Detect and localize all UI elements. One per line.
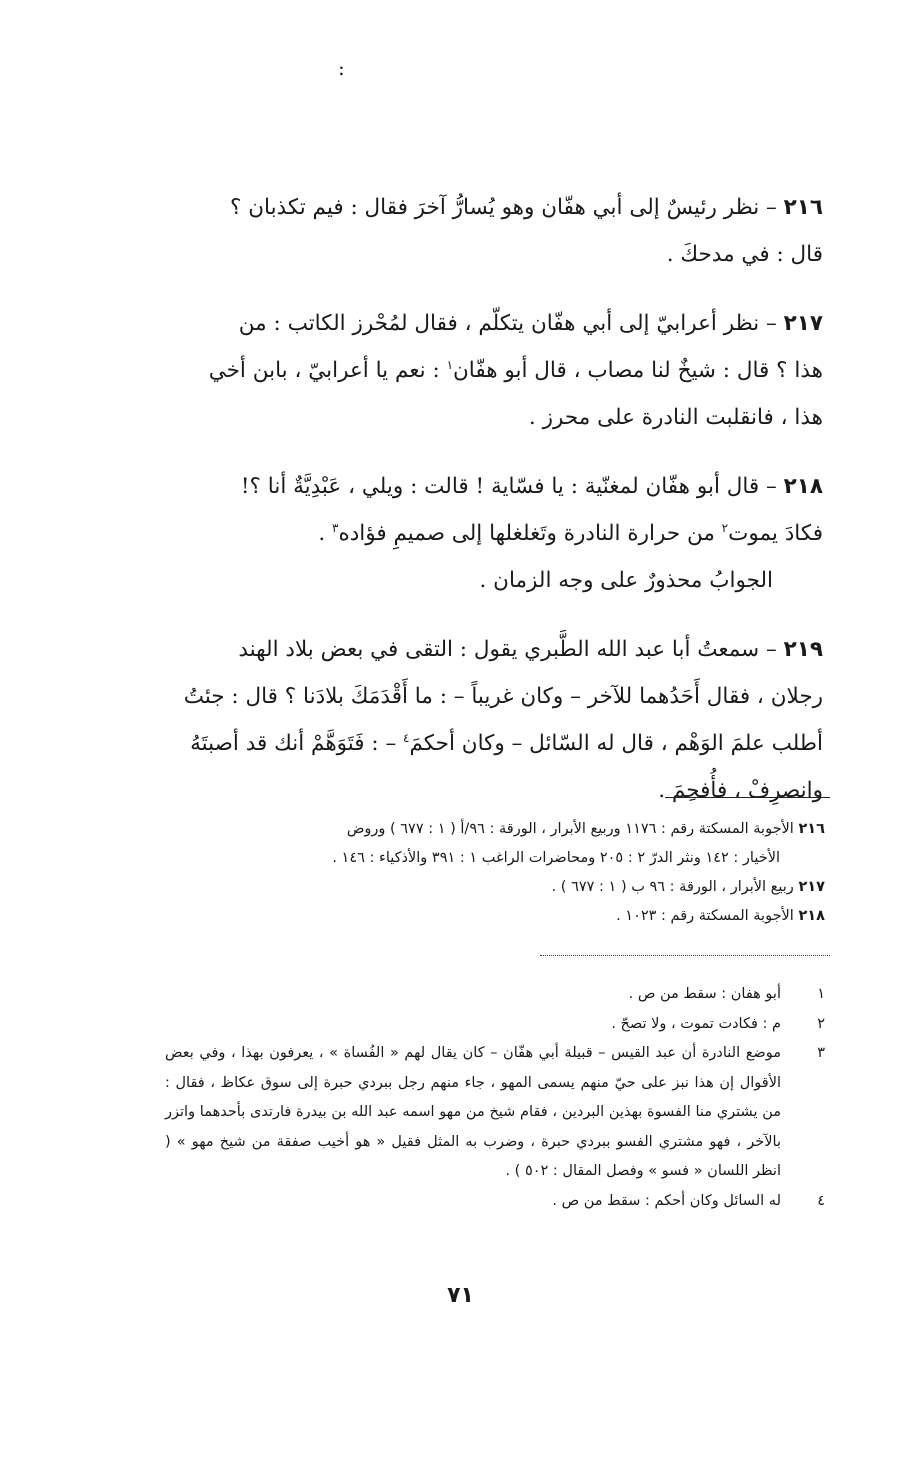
entry-number: ٢١٦	[783, 195, 823, 220]
entry-text: من حرارة النادرة وتَغلغلها إلى صميمِ فؤاده	[338, 521, 722, 546]
footnote	[165, 1010, 825, 1040]
page-number: ٧١	[447, 1283, 474, 1308]
source-line	[165, 873, 825, 902]
entry-text: : نعم يا أعرابيّ ، بابن أخي	[208, 358, 447, 383]
entry-text: الجوابُ محذورٌ على وجه الزمان .	[479, 568, 773, 593]
footnote-text: م : فكادت تموت ، ولا تصحّ .	[611, 1015, 781, 1032]
source-number: ٢١٨	[798, 908, 825, 924]
entry-text: هذا ؟ قال : شيخٌ لنا مصاب ، قال أبو هفّان	[453, 358, 823, 383]
footnote-number: ٣	[817, 1045, 825, 1061]
source-line	[165, 844, 825, 873]
sources-divider	[665, 797, 830, 798]
footnote-ref: ٢	[721, 520, 729, 535]
footnote-number: ٤	[817, 1192, 825, 1209]
notes-divider	[540, 955, 830, 956]
sources-block	[165, 815, 825, 931]
entry-text: – نظر رئيسٌ إلى أبي هفّان وهو يُسارُّ آخرَ فقال : فيم تكذبان ؟	[229, 195, 777, 220]
entry-text: – : فَتَوَهَّمْ أنك قد أصبتَهُ	[190, 731, 404, 756]
source-line	[165, 902, 825, 931]
footnote	[165, 1039, 825, 1187]
entry-text: – نظر أعرابيّ إلى أبي هفّان يتكلّم ، فقال لمُحْرز الكاتب : من	[238, 311, 777, 336]
footnotes-block	[165, 980, 825, 1216]
entry-number: ٢١٧	[783, 311, 823, 336]
source-number: ٢١٧	[798, 879, 825, 895]
footnote-text: أبو هفان : سقط من ص .	[628, 986, 781, 1002]
entry-216	[165, 184, 823, 278]
footnote-number: ١	[817, 986, 825, 1002]
entry-text: وانصرِفْ ، فأُفحِمَ .	[658, 778, 823, 803]
source-text: الأجوبة المسكتة رقم : ١٠٢٣ .	[616, 908, 794, 924]
entry-text: فكادَ يموت	[728, 521, 823, 546]
entry-text: – سمعتُ أبا عبد الله الطَّبري يقول : التقى في بعض بلاد الهند	[238, 637, 777, 662]
footnote-text: له السائل وكان أحكم : سقط من ص .	[552, 1192, 781, 1209]
source-number: ٢١٦	[798, 821, 825, 837]
footnote-ref: ٣	[332, 520, 339, 535]
main-text	[165, 184, 823, 836]
source-text: ربيع الأبرار ، الورقة : ٩٦ ب ( ١ : ٦٧٧ ) .	[551, 879, 794, 895]
entry-number: ٢١٨	[783, 474, 823, 499]
entry-219	[165, 626, 823, 814]
entry-text: قال : في مدحكَ .	[666, 242, 823, 267]
footnote	[165, 1187, 825, 1217]
source-text: الأخيار : ١٤٢ ونثر الدرّ ٢ : ٢٠٥ ومحاضرات الراغب ١ : ٣٩١ والأذكياء : ١٤٦ .	[332, 850, 780, 866]
entry-text: – قال أبو هفّان لمغنّية : يا فسّاية ! قالت : ويلي ، عَبْدِيَّةٌ أنا ؟!	[240, 474, 777, 499]
header-mark: :	[338, 56, 345, 80]
entry-number: ٢١٩	[783, 637, 823, 662]
entry-218	[165, 463, 823, 604]
footnote-number: ٢	[817, 1015, 825, 1032]
entry-text: أطلب علمَ الوَهْم ، قال له السّائل – وكان أحكمَ	[409, 731, 823, 756]
entry-text: رجلان ، فقال أَحَدُهما للآخر – وكان غريباً – : ما أَقْدَمَكَ بلادَنا ؟ قال : جئتُ	[183, 684, 823, 709]
footnote	[165, 980, 825, 1010]
source-line	[165, 815, 825, 844]
footnote-text: موضع النادرة أن عبد القيس – قبيلة أبي هفّان – كان يقال لهم « الفُساة » ، يعرفون بهذا ، وفي بعض الأقوال إن هذا نبز على حيّ منهم يسمى المهو ، جاء منهم رجل ببردي حبرة إلى سوق عكاظ ، فقال : من يشتري منا الفسوة بهذين البردين ، فقام شيخ من مهو اسمه عبد الله بن بيدرة فارتدى بأحدهما واتزر بالآخر ، فهو مشتري الفسو ببردي حبرة ، وضرب به المثل فقيل « هو أخيب صفقة من شيخ مهو » ( انظر اللسان « فسو » وفصل المقال : ٥٠٢ ) .	[165, 1045, 781, 1179]
entry-text: .	[318, 521, 332, 546]
entry-text: هذا ، فانقلبت النادرة على محرز .	[528, 405, 823, 430]
entry-217	[165, 300, 823, 441]
footnote-ref: ١	[446, 357, 454, 372]
footnote-ref: ٤	[403, 730, 410, 745]
source-text: الأجوبة المسكتة رقم : ١١٧٦ وربيع الأبرار ، الورقة : ٩٦/أ ( ١ : ٦٧٧ ) وروض	[346, 821, 794, 837]
